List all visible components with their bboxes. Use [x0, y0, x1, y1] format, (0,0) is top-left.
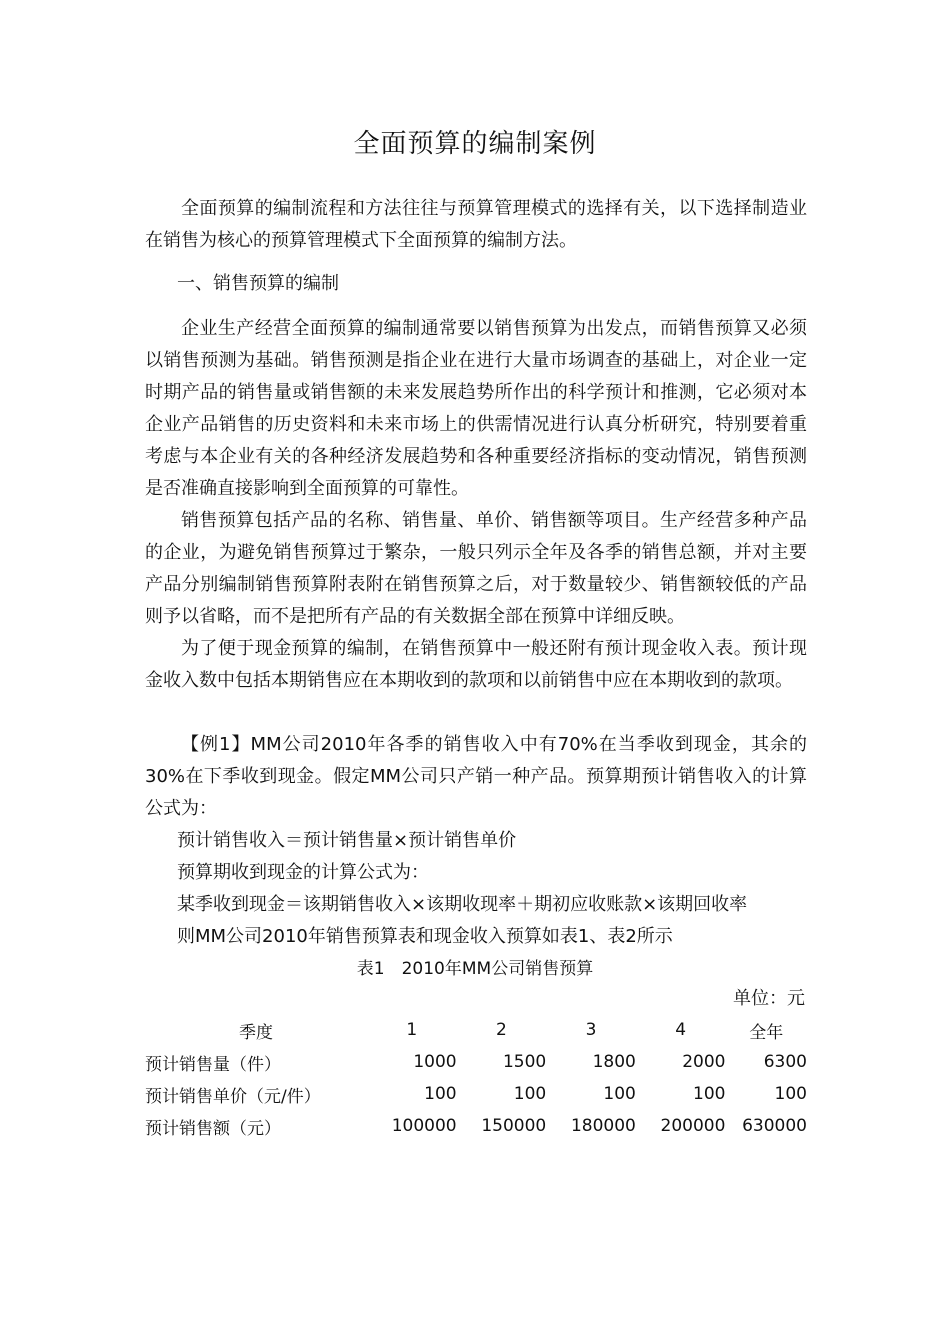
header-q1: 1	[406, 1020, 418, 1040]
intro-paragraph: 全面预算的编制流程和方法往往与预算管理模式的选择有关，以下选择制造业在销售为核心的预算管理模式下全面预算的编制方法。	[145, 198, 807, 251]
sales-budget-table	[145, 1014, 807, 1142]
table-row	[145, 1046, 807, 1078]
table-cell: 100	[603, 1084, 636, 1104]
formula-cash-received: 某季收到现金＝该期销售收入×该期收现率＋期初应收账款×该期回收率	[177, 894, 748, 915]
table-cell: 100	[513, 1084, 547, 1104]
section-heading: 一、销售预算的编制	[177, 273, 339, 294]
header-full-year: 全年	[749, 1022, 784, 1043]
table-cell: 180000	[570, 1116, 636, 1136]
table-unit: 单位：元	[733, 988, 805, 1009]
table-cell: 100000	[391, 1116, 457, 1136]
header-q2: 2	[496, 1020, 507, 1040]
table-cell: 1800	[592, 1052, 636, 1072]
table-cell: 100	[774, 1084, 807, 1104]
table-cell: 200000	[660, 1116, 726, 1136]
table-intro: 则MM公司2010年销售预算表和现金收入预算如表1、表2所示	[177, 926, 673, 947]
paragraph-cash-receipts: 为了便于现金预算的编制，在销售预算中一般还附有预计现金收入表。预计现金收入数中包括本期销售应在本期收到的款项和以前销售中应在本期收到的款项。	[145, 638, 807, 691]
row-label: 预计销售量（件）	[145, 1054, 281, 1075]
formula-sales-revenue: 预计销售收入＝预计销售量×预计销售单价	[177, 830, 517, 851]
table-cell: 1500	[502, 1052, 547, 1072]
table-cell: 630000	[742, 1116, 807, 1136]
header-quarter: 季度	[239, 1022, 273, 1043]
example-paragraph: 【例1】MM公司2010年各季的销售收入中有70%在当季收到现金，其余的30%在下季收到现金。假定MM公司只产销一种产品。预算期预计销售收入的计算公式为：	[145, 734, 807, 819]
table-caption: 表1 2010年MM公司销售预算	[356, 959, 594, 979]
row-label: 预计销售额（元）	[145, 1118, 281, 1139]
table-header-row	[145, 1014, 807, 1046]
document-title: 全面预算的编制案例	[353, 129, 597, 159]
table-row	[145, 1078, 807, 1110]
header-q4: 4	[675, 1020, 687, 1040]
table-cell: 2000	[682, 1052, 726, 1072]
table-cell: 6300	[763, 1052, 807, 1072]
table-cell: 100	[693, 1084, 726, 1104]
paragraph-sales-forecast: 企业生产经营全面预算的编制通常要以销售预算为出发点，而销售预算又必须以销售预测为基础。销售预测是指企业在进行大量市场调查的基础上，对企业一定时期产品的销售量或销售额的未来发展趋势所作出的科学预计和推测，它必须对本企业产品销售的历史资料和未来市场上的供需情况进行认真分析研究，特别要着重考虑与本企业有关的各种经济发展趋势和各种重要经济指标的变动情况，销售预测是否准确直接影响到全面预算的可靠性。	[145, 318, 807, 499]
row-label: 预计销售单价（元/件）	[145, 1086, 321, 1107]
formula-cash-intro: 预算期收到现金的计算公式为：	[177, 862, 429, 883]
header-q3: 3	[585, 1020, 597, 1040]
paragraph-sales-budget: 销售预算包括产品的名称、销售量、单价、销售额等项目。生产经营多种产品的企业，为避免销售预算过于繁杂，一般只列示全年及各季的销售总额，并对主要产品分别编制销售预算附表附在销售预算之后，对于数量较少、销售额较低的产品则予以省略，而不是把所有产品的有关数据全部在预算中详细反映。	[145, 510, 807, 627]
table-row	[145, 1110, 807, 1142]
table-cell: 150000	[481, 1116, 547, 1136]
table-cell: 1000	[413, 1052, 457, 1072]
table-cell: 100	[424, 1084, 457, 1104]
